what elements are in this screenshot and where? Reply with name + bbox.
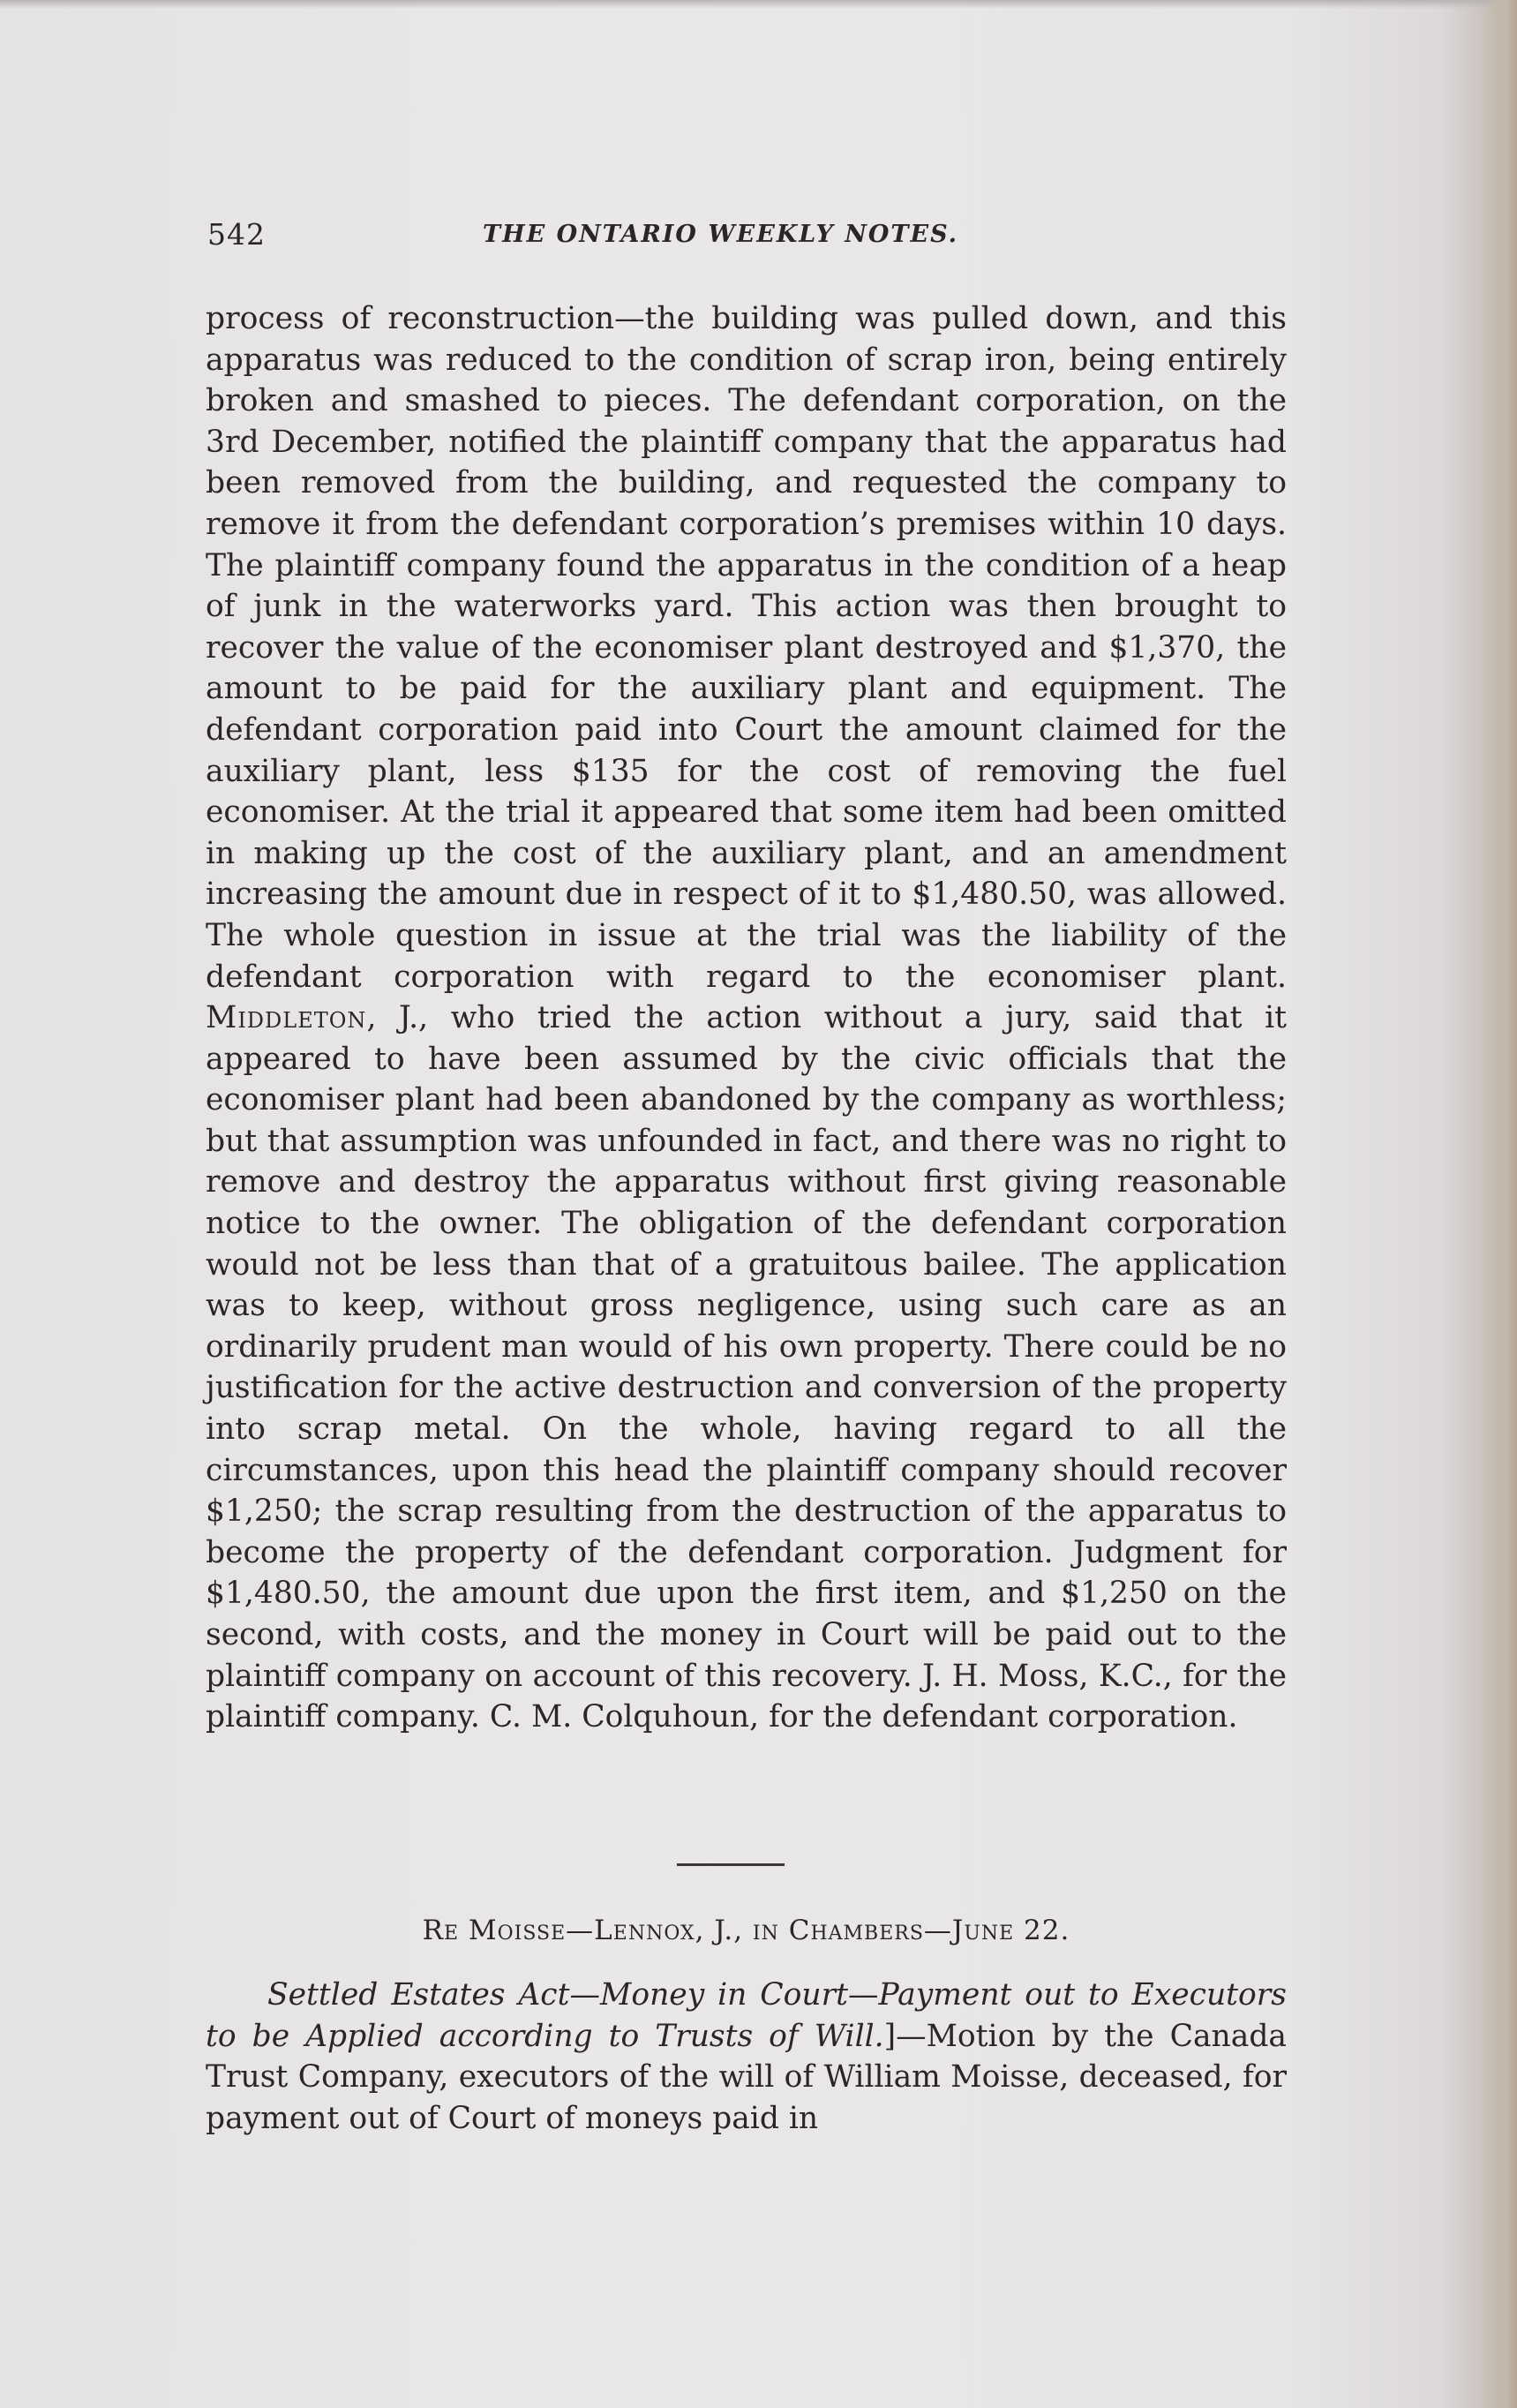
case-text: [206, 1975, 1287, 2139]
page-edge: [1482, 0, 1517, 2408]
top-shadow: [0, 0, 1517, 9]
page-number: 542: [207, 217, 266, 252]
judge-name: Middleton: [206, 1000, 367, 1036]
case-heading: Re Moisse—Lennox, J., in Chambers—June 22.: [422, 1915, 1070, 1946]
judgment-text: [206, 298, 1287, 1738]
judgment-paragraph: [206, 298, 1287, 1738]
running-title: THE ONTARIO WEEKLY NOTES.: [483, 221, 959, 248]
section-divider: [677, 1863, 785, 1866]
case-paragraph: [206, 1975, 1287, 2139]
case-headnote: Settled Estates Act—Money in Court—Payment out to Executors to be Applied according to Trusts of Will.: [206, 1977, 1287, 2054]
case-body: ]—Motion by the Canada Trust Company, executors of the will of William Moisse, deceased, for payment out of Court of moneys paid in: [206, 2018, 1287, 2136]
page-header: [207, 217, 1284, 256]
judgment-text-part-1: process of reconstruction—the building was pulled down, and this apparatus was reduced to the condition of scrap iron, being entirely broken and smashed to pieces. The defendant corporation, on the 3rd December, notified the plaintiff company that the apparatus had been removed from the building, and requested the company to remove it from the defendant corporation’s premises within 10 days. The plaintiff company found the apparatus in the condition of a heap of junk in the waterworks yard. This action was then brought to recover the value of the economiser plant destroyed and $1,370, the amount to be paid for the auxiliary plant and equipment. The defendant corporation paid into Court the amount claimed for the auxiliary plant, less $135 for the cost of removing the fuel economiser. At the trial it appeared that some item had been omitted in making up the cost of the auxiliary plant, and an amendment increasing the amount due in respect of it to $1,480.50, was allowed. The whole question in issue at the trial was the liability of the defendant corporation with regard to the economiser plant.: [206, 301, 1287, 995]
judgment-text-part-2: , J., who tried the action without a jury, said that it appeared to have been assumed by the civic officials that the economiser plant had been abandoned by the company as worthless; but that assumption was unfounded in fact, and there was no right to remove and destroy the apparatus without first giving reasonable notice to the owner. The obligation of the defendant corporation would not be less than that of a gratuitous bailee. The application was to keep, without gross negligence, using such care as an ordinarily prudent man would of his own property. There could be no justification for the active destruction and conversion of the property into scrap metal. On the whole, having regard to all the circumstances, upon this head the plaintiff company should recover $1,250; the scrap resulting from the destruction of the apparatus to become the property of the defendant corporation. Judgment for $1,480.50, the amount due upon the first item, and $1,250 on the second, with costs, and the money in Court will be paid out to the plaintiff company on account of this recovery. J. H. Moss, K.C., for the plaintiff company. C. M. Colquhoun, for the defendant corporation.: [206, 1000, 1287, 1735]
